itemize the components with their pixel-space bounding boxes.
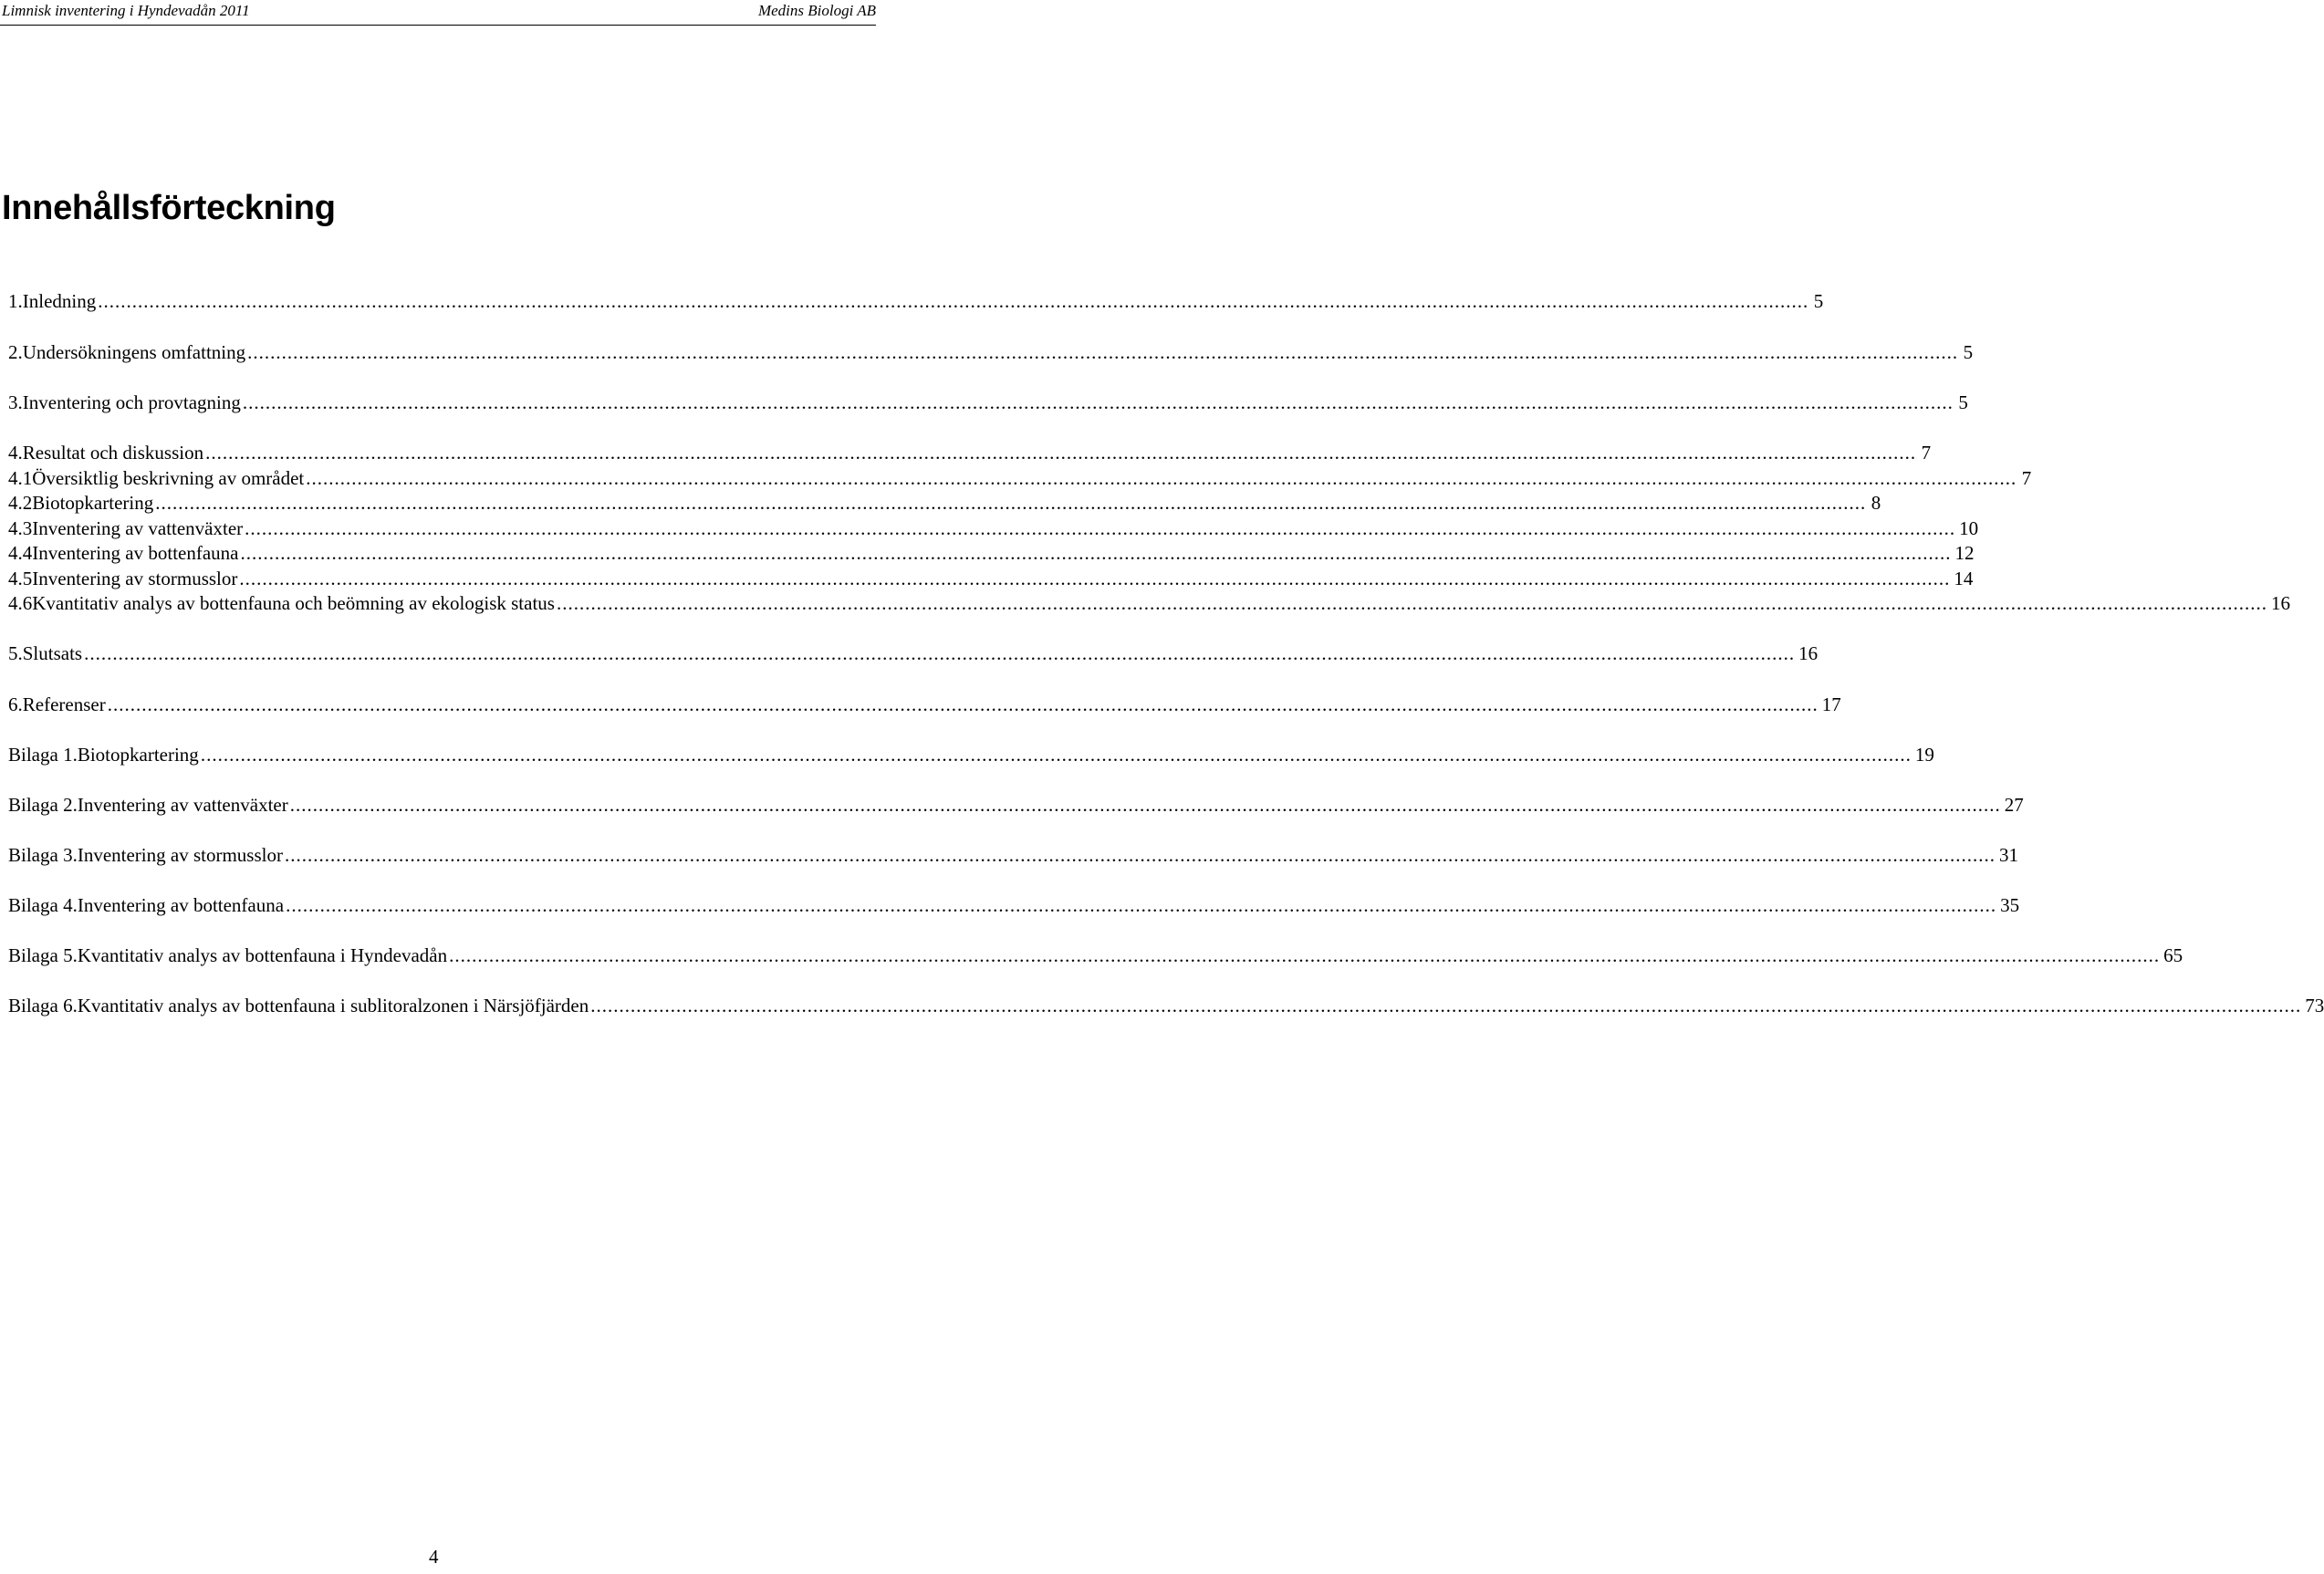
toc-entry-title: Referenser (22, 693, 106, 715)
toc-dot-leader: ............................................................................................................................................................................................................................................................................................................ (155, 492, 1867, 514)
toc-entry-page: 7 (2021, 467, 2032, 489)
page-number: 4 (429, 1546, 439, 1568)
toc-entry-page: 73 (2305, 995, 2324, 1016)
toc-entry-title: Inventering av bottenfauna (32, 542, 239, 564)
toc-entry-title: Kvantitativ analys av bottenfauna och beömning av ekologisk status (32, 592, 555, 614)
toc-entry[interactable] (8, 442, 1932, 465)
toc-entry-page: 16 (1798, 642, 1819, 664)
toc-entry-number: 4.5 (8, 568, 33, 589)
toc-entry[interactable] (8, 642, 1819, 666)
toc-entry-title: Undersökningens omfattning (22, 341, 246, 363)
toc-entry-number: 4.2 (8, 492, 33, 514)
toc-entry-number: 4.3 (8, 517, 33, 539)
toc-entry-page: 5 (1958, 391, 1968, 413)
toc-entry[interactable] (8, 693, 1841, 717)
toc-entry-title: Inventering av bottenfauna (77, 894, 285, 916)
toc-entry-title: Inventering av stormusslor (32, 568, 238, 589)
toc-entry-title: Resultat och diskussion (22, 442, 204, 464)
toc-entry-title: Biotopkartering (32, 492, 154, 514)
toc-dot-leader: ............................................................................................................................................................................................................................................................................................................ (449, 944, 2161, 966)
toc-entry[interactable] (8, 391, 1968, 415)
toc-entry[interactable] (8, 290, 1824, 314)
header-document-title: Limnisk inventering i Hyndevadån 2011 (2, 2, 250, 19)
toc-entry-page: 19 (1914, 744, 1934, 766)
toc-entry[interactable] (8, 995, 2324, 1018)
toc-entry-title: Översiktlig beskrivning av området (32, 467, 305, 489)
toc-entry-number: 4.1 (8, 467, 33, 489)
toc-dot-leader: ............................................................................................................................................................................................................................................................................................................ (240, 542, 1952, 564)
toc-dot-leader: ............................................................................................................................................................................................................................................................................................................ (247, 341, 1959, 363)
toc-entry-title: Inventering av stormusslor (77, 844, 283, 866)
toc-dot-leader: ............................................................................................................................................................................................................................................................................................................ (98, 290, 1809, 312)
toc-entry-number: 4.4 (8, 542, 33, 564)
toc-entry[interactable] (8, 568, 1974, 591)
header-organization: Medins Biologi AB (757, 2, 876, 19)
toc-entry-page: 14 (1954, 568, 1974, 589)
toc-entry-number: Bilaga 4. (8, 894, 78, 916)
toc-dot-leader: ............................................................................................................................................................................................................................................................................................................ (284, 844, 1996, 866)
toc-entry[interactable] (8, 844, 2018, 868)
toc-dot-leader: ............................................................................................................................................................................................................................................................................................................ (306, 467, 2017, 489)
toc-entry-page: 5 (1813, 290, 1824, 312)
toc-entry-number: Bilaga 3. (8, 844, 78, 866)
toc-dot-leader: ............................................................................................................................................................................................................................................................................................................ (286, 894, 1997, 916)
toc-entry[interactable] (8, 517, 1979, 541)
toc-entry-number: 6. (8, 693, 23, 715)
toc-entry-page: 5 (1963, 341, 1974, 363)
toc-entry-page: 65 (2163, 944, 2183, 966)
toc-entry-title: Inledning (22, 290, 97, 312)
toc-entry-title: Biotopkartering (77, 744, 199, 766)
toc-dot-leader: ............................................................................................................................................................................................................................................................................................................ (242, 391, 1954, 413)
toc-dot-leader: ............................................................................................................................................................................................................................................................................................................ (239, 568, 1951, 589)
toc-entry-title: Slutsats (22, 642, 83, 664)
toc-entry-number: 2. (8, 341, 23, 363)
toc-entry[interactable] (8, 592, 2290, 616)
toc-entry-page: 27 (2004, 794, 2024, 816)
toc-dot-leader: ............................................................................................................................................................................................................................................................................................................ (84, 642, 1796, 664)
toc-entry-number: 3. (8, 391, 23, 413)
toc-entry[interactable] (8, 467, 2032, 491)
toc-entry-page: 17 (1821, 693, 1841, 715)
header-rule (0, 25, 876, 26)
toc-entry-title: Inventering av vattenväxter (77, 794, 288, 816)
toc-entry-number: 5. (8, 642, 23, 664)
toc-entry[interactable] (8, 492, 1881, 516)
toc-entry-page: 12 (1954, 542, 1975, 564)
toc-entry[interactable] (8, 341, 1974, 365)
toc-entry[interactable] (8, 794, 2024, 818)
toc-dot-leader: ............................................................................................................................................................................................................................................................................................................ (590, 995, 2302, 1016)
toc-entry-title: Inventering av vattenväxter (32, 517, 244, 539)
toc-entry-page: 8 (1871, 492, 1881, 514)
toc-entry-number: 4. (8, 442, 23, 464)
toc-entry-number: Bilaga 1. (8, 744, 78, 766)
toc-entry-page: 16 (2270, 592, 2290, 614)
page-title: Innehållsförteckning (2, 189, 336, 227)
toc-dot-leader: ............................................................................................................................................................................................................................................................................................................ (205, 442, 1917, 464)
toc-dot-leader: ............................................................................................................................................................................................................................................................................................................ (245, 517, 1956, 539)
toc-dot-leader: ............................................................................................................................................................................................................................................................................................................ (107, 693, 1819, 715)
toc-entry-number: 4.6 (8, 592, 33, 614)
toc-entry-page: 10 (1959, 517, 1979, 539)
toc-entry-number: Bilaga 6. (8, 995, 78, 1016)
toc-entry-page: 35 (2000, 894, 2020, 916)
toc-entry-title: Inventering och provtagning (22, 391, 241, 413)
toc-entry[interactable] (8, 944, 2183, 968)
toc-entry-page: 7 (1921, 442, 1932, 464)
toc-entry-page: 31 (1998, 844, 2018, 866)
toc-entry-number: 1. (8, 290, 23, 312)
toc-entry-title: Kvantitativ analys av bottenfauna i sublitoralzonen i Närsjöfjärden (77, 995, 589, 1016)
toc-entry[interactable] (8, 744, 1934, 767)
toc-dot-leader: ............................................................................................................................................................................................................................................................................................................ (200, 744, 1912, 766)
toc-entry-number: Bilaga 2. (8, 794, 78, 816)
toc-dot-leader: ............................................................................................................................................................................................................................................................................................................ (556, 592, 2267, 614)
toc-dot-leader: ............................................................................................................................................................................................................................................................................................................ (289, 794, 2001, 816)
toc-entry-title: Kvantitativ analys av bottenfauna i Hyndevadån (77, 944, 448, 966)
toc-entry-number: Bilaga 5. (8, 944, 78, 966)
running-header (0, 2, 876, 26)
toc-entry[interactable] (8, 894, 2020, 918)
toc-entry[interactable] (8, 542, 1975, 566)
